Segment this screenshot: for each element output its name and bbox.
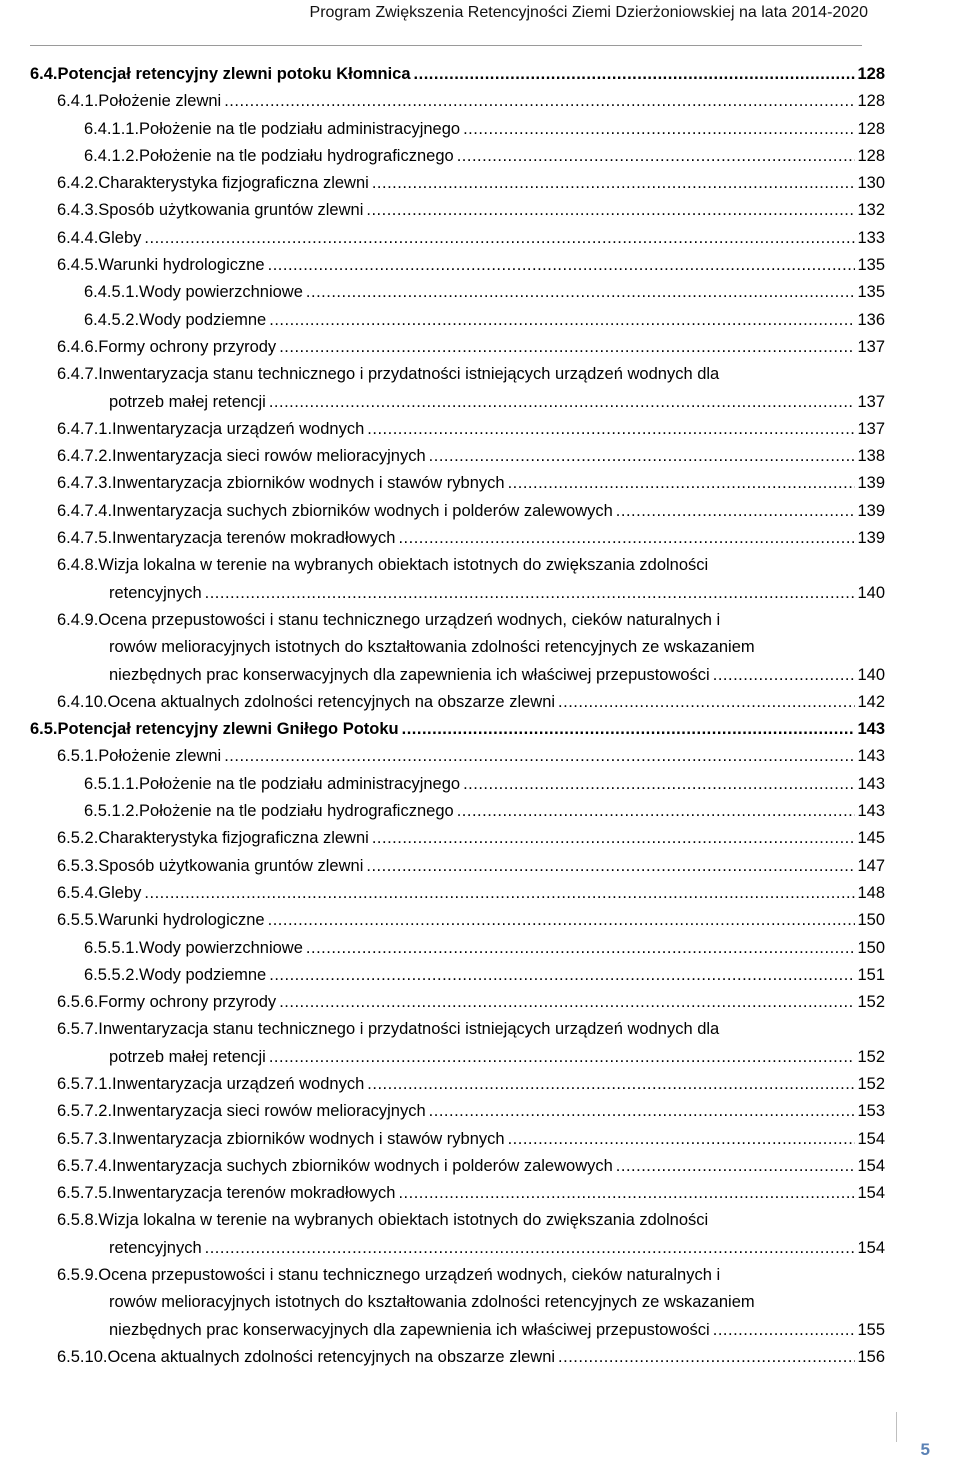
toc-entry-line-content xyxy=(84,147,885,171)
toc-entry[interactable] xyxy=(0,800,960,827)
toc-entry-number: 6.4.1. xyxy=(57,92,99,111)
toc-leader-dots xyxy=(276,338,855,357)
toc-entry-page: 153 xyxy=(857,1102,885,1121)
toc-entry-line-content xyxy=(57,1184,885,1208)
toc-entry-line-content xyxy=(57,1211,708,1235)
toc-entry-line-content xyxy=(57,1157,885,1181)
toc-entry[interactable] xyxy=(0,199,960,226)
toc-entry-page: 145 xyxy=(857,829,885,848)
toc-entry-line-content xyxy=(84,120,885,144)
toc-entry-line-content xyxy=(57,229,885,253)
toc-entry-line-content xyxy=(57,1075,885,1099)
toc-entry[interactable] xyxy=(0,909,960,936)
toc-entry-line-content xyxy=(57,529,885,553)
toc-entry-number: 6.4.7.4. xyxy=(57,501,113,520)
toc-entry-line-content xyxy=(57,447,885,471)
toc-entry-number: 6.5.7.4. xyxy=(57,1156,113,1175)
toc-entry-page: 152 xyxy=(857,1074,885,1093)
toc-entry-line-content xyxy=(57,556,708,580)
toc-entry[interactable] xyxy=(0,664,960,691)
toc-entry-title: Charakterystyka fizjograficzna zlewni xyxy=(98,829,369,848)
toc-entry-page: 133 xyxy=(857,228,885,247)
toc-entry-number: 6.5.9. xyxy=(57,1266,99,1285)
toc-entry[interactable] xyxy=(0,145,960,172)
toc-entry[interactable] xyxy=(0,445,960,472)
toc-entry[interactable] xyxy=(0,227,960,254)
toc-entry-title: Sposób użytkowania gruntów zlewni xyxy=(98,201,364,220)
toc-entry-title: Położenie na tle podziału administracyjnego xyxy=(139,119,461,138)
toc-entry-number: 6.5.4. xyxy=(57,883,99,902)
toc-entry-title: niezbędnych prac konserwacyjnych dla zapewnienia ich właściwej przepustowości xyxy=(109,1320,710,1339)
toc-entry-line[interactable] xyxy=(0,636,960,663)
toc-leader-dots xyxy=(221,92,855,111)
toc-leader-dots xyxy=(460,120,855,139)
toc-entry-line-content xyxy=(84,802,885,826)
toc-entry-title: Inwentaryzacja zbiorników wodnych i stawów rybnych xyxy=(112,1129,505,1148)
toc-entry-title: Inwentaryzacja stanu technicznego i przydatności istniejących urządzeń wodnych dla xyxy=(98,365,720,384)
toc-entry[interactable] xyxy=(0,718,960,745)
toc-entry-number: 6.5.7.1. xyxy=(57,1074,113,1093)
toc-entry-title: Sposób użytkowania gruntów zlewni xyxy=(98,856,364,875)
toc-entry-title: Ocena przepustowości i stanu technicznego urządzeń wodnych, cieków naturalnych i xyxy=(98,1266,721,1285)
toc-entry-line-content xyxy=(57,92,885,116)
toc-entry-number: 6.4.4. xyxy=(57,228,99,247)
toc-entry-number: 6.4.5.1. xyxy=(84,283,140,302)
toc-entry[interactable] xyxy=(0,500,960,527)
toc-entry-line[interactable] xyxy=(0,1264,960,1291)
toc-entry-title: Położenie zlewni xyxy=(98,92,222,111)
toc-entry-number: 6.5.8. xyxy=(57,1211,99,1230)
toc-entry-page: 147 xyxy=(857,856,885,875)
toc-entry-page: 150 xyxy=(857,938,885,957)
toc-entry[interactable] xyxy=(0,964,960,991)
toc-entry-number: 6.5.1. xyxy=(57,747,99,766)
toc-entry-title: Inwentaryzacja terenów mokradłowych xyxy=(112,1184,396,1203)
toc-leader-dots xyxy=(454,147,856,166)
toc-entry-page: 151 xyxy=(857,965,885,984)
toc-entry-page: 143 xyxy=(857,802,885,821)
toc-entry-number: 6.4.1.1. xyxy=(84,119,140,138)
toc-entry-title: rowów melioracyjnych istotnych do kształtowania zdolności retencyjnych ze wskazaniem xyxy=(109,1293,755,1312)
toc-entry-page: 152 xyxy=(857,993,885,1012)
toc-entry[interactable] xyxy=(0,1155,960,1182)
toc-entry-page: 128 xyxy=(857,65,885,83)
toc-entry-number: 6.5.2. xyxy=(57,829,99,848)
toc-entry[interactable] xyxy=(0,418,960,445)
toc-entry-line-content xyxy=(57,857,885,881)
toc-entry-page: 143 xyxy=(857,747,885,766)
toc-entry[interactable] xyxy=(0,281,960,308)
toc-leader-dots xyxy=(364,420,855,439)
toc-entry-number: 6.4.3. xyxy=(57,201,99,220)
toc-leader-dots xyxy=(364,1075,855,1094)
toc-entry[interactable] xyxy=(0,1319,960,1346)
toc-entry-line-content xyxy=(109,638,755,662)
toc-entry-page: 152 xyxy=(857,1047,885,1066)
toc-entry-number: 6.4.2. xyxy=(57,174,99,193)
toc-entry-line-content xyxy=(57,474,885,498)
toc-entry-line-content xyxy=(57,911,885,935)
toc-entry-line-content xyxy=(109,1239,885,1263)
toc-leader-dots xyxy=(265,911,856,930)
toc-leader-dots xyxy=(266,393,856,412)
toc-leader-dots xyxy=(202,1239,856,1258)
toc-entry-page: 140 xyxy=(857,583,885,602)
toc-leader-dots xyxy=(395,1184,855,1203)
toc-entry-number: 6.4.6. xyxy=(57,337,99,356)
toc-leader-dots xyxy=(555,1348,855,1367)
toc-entry-page: 156 xyxy=(857,1347,885,1366)
toc-entry-page: 137 xyxy=(857,419,885,438)
toc-entry-page: 128 xyxy=(857,119,885,138)
toc-entry-number: 6.4.7.5. xyxy=(57,529,113,548)
toc-entry-page: 139 xyxy=(857,529,885,548)
toc-entry-line-content xyxy=(84,775,885,799)
toc-entry[interactable] xyxy=(0,991,960,1018)
toc-entry[interactable] xyxy=(0,309,960,336)
toc-entry-line-content xyxy=(57,174,885,198)
toc-entry-page: 135 xyxy=(857,283,885,302)
toc-entry-number: 6.5.1.1. xyxy=(84,774,140,793)
toc-entry-page: 150 xyxy=(857,911,885,930)
toc-entry-number: 6.4.7.2. xyxy=(57,447,113,466)
toc-entry[interactable] xyxy=(0,254,960,281)
toc-entry-line[interactable] xyxy=(0,609,960,636)
page-header xyxy=(0,0,960,46)
toc-entry-line-content xyxy=(57,420,885,444)
toc-entry[interactable] xyxy=(0,118,960,145)
toc-entry-line-content xyxy=(57,338,885,362)
toc-entry-title: Inwentaryzacja sieci rowów melioracyjnych xyxy=(112,1102,426,1121)
toc-entry-line-content xyxy=(57,1348,885,1372)
toc-entry[interactable] xyxy=(0,937,960,964)
toc-leader-dots xyxy=(276,993,855,1012)
toc-entry-line-content xyxy=(109,1293,755,1317)
toc-entry-title: Ocena przepustowości i stanu technicznego urządzeń wodnych, cieków naturalnych i xyxy=(98,610,721,629)
toc-entry[interactable] xyxy=(0,472,960,499)
toc-entry-line-content xyxy=(57,201,885,225)
toc-entry-number: 6.5.5. xyxy=(57,911,99,930)
toc-entry-title: Inwentaryzacja stanu technicznego i przydatności istniejących urządzeń wodnych dla xyxy=(98,1020,720,1039)
toc-entry[interactable] xyxy=(0,90,960,117)
toc-entry-number: 6.5.1.2. xyxy=(84,802,140,821)
toc-entry-page: 139 xyxy=(857,501,885,520)
toc-entry-page: 128 xyxy=(857,146,885,165)
toc-entry-line-content xyxy=(57,884,885,908)
toc-entry-title: Inwentaryzacja suchych zbiorników wodnych i polderów zalewowych xyxy=(112,1156,613,1175)
toc-entry-line-content xyxy=(57,611,720,635)
toc-entry-page: 143 xyxy=(857,720,885,739)
toc-entry-title: Położenie zlewni xyxy=(98,747,222,766)
toc-leader-dots xyxy=(411,65,856,84)
toc-leader-dots xyxy=(555,693,855,712)
toc-entry-title: Ocena aktualnych zdolności retencyjnych na obszarze zlewni xyxy=(107,692,556,711)
toc-entry-page: 136 xyxy=(857,310,885,329)
toc-entry-number: 6.5.7.5. xyxy=(57,1184,113,1203)
toc-leader-dots xyxy=(303,939,856,958)
toc-entry-line-content xyxy=(57,365,719,389)
toc-leader-dots xyxy=(202,584,856,603)
toc-entry-page: 154 xyxy=(857,1156,885,1175)
toc-entry-number: 6.5.5.2. xyxy=(84,965,140,984)
toc-entry-title: Inwentaryzacja sieci rowów melioracyjnych xyxy=(112,447,426,466)
toc-entry[interactable] xyxy=(0,1346,960,1373)
toc-entry-title: Ocena aktualnych zdolności retencyjnych na obszarze zlewni xyxy=(107,1347,556,1366)
toc-entry-title: Położenie na tle podziału hydrograficznego xyxy=(139,802,454,821)
toc-entry-line-content xyxy=(109,584,885,608)
toc-entry-page: 135 xyxy=(857,256,885,275)
toc-entry[interactable] xyxy=(0,1237,960,1264)
toc-entry-line-content xyxy=(57,1020,719,1044)
toc-leader-dots xyxy=(710,1321,856,1340)
toc-entry-number: 6.5. xyxy=(30,720,58,739)
toc-entry-line-content xyxy=(84,311,885,335)
toc-leader-dots xyxy=(460,775,855,794)
toc-entry-number: 6.5.7.2. xyxy=(57,1102,113,1121)
toc-entry-title: retencyjnych xyxy=(109,583,202,602)
toc-entry[interactable] xyxy=(0,172,960,199)
toc-entry-number: 6.4. xyxy=(30,65,58,83)
toc-entry-line-content xyxy=(30,720,885,744)
toc-entry-title: Położenie na tle podziału administracyjnego xyxy=(139,774,461,793)
toc-entry-title: Inwentaryzacja urządzeń wodnych xyxy=(112,419,365,438)
toc-entry-page: 148 xyxy=(857,883,885,902)
toc-entry-number: 6.4.7. xyxy=(57,365,99,384)
toc-entry-number: 6.4.7.3. xyxy=(57,474,113,493)
toc-leader-dots xyxy=(266,1048,856,1067)
toc-leader-dots xyxy=(505,474,856,493)
toc-entry-title: Inwentaryzacja urządzeń wodnych xyxy=(112,1074,365,1093)
toc-entry[interactable] xyxy=(0,882,960,909)
toc-entry-line-content xyxy=(57,993,885,1017)
toc-entry[interactable] xyxy=(0,391,960,418)
toc-entry-number: 6.5.7. xyxy=(57,1020,99,1039)
header-divider xyxy=(30,45,862,46)
toc-entry[interactable] xyxy=(0,63,960,90)
toc-entry-title: Charakterystyka fizjograficzna zlewni xyxy=(98,174,369,193)
toc-leader-dots xyxy=(363,201,855,220)
toc-leader-dots xyxy=(399,720,856,739)
toc-leader-dots xyxy=(369,174,856,193)
toc-entry-number: 6.4.10. xyxy=(57,692,108,711)
toc-entry-line-content xyxy=(57,256,885,280)
toc-entry[interactable] xyxy=(0,582,960,609)
toc-entry-title: potrzeb małej retencji xyxy=(109,1047,266,1066)
toc-entry-title: Formy ochrony przyrody xyxy=(98,337,277,356)
toc-entry-title: Warunki hydrologiczne xyxy=(98,256,265,275)
toc-entry-title: retencyjnych xyxy=(109,1238,202,1257)
toc-entry-line-content xyxy=(57,829,885,853)
toc-entry-line[interactable] xyxy=(0,363,960,390)
toc-entry-title: Wody powierzchniowe xyxy=(139,938,303,957)
toc-entry-title: Warunki hydrologiczne xyxy=(98,911,265,930)
toc-entry[interactable] xyxy=(0,691,960,718)
toc-entry-line-content xyxy=(84,283,885,307)
toc-entry-title: niezbędnych prac konserwacyjnych dla zapewnienia ich właściwej przepustowości xyxy=(109,665,710,684)
toc-entry-page: 142 xyxy=(857,692,885,711)
toc-entry-line[interactable] xyxy=(0,1018,960,1045)
toc-entry[interactable] xyxy=(0,1128,960,1155)
toc-entry-title: Wizja lokalna w terenie na wybranych obiektach istotnych do zwiększania zdolności xyxy=(98,556,709,575)
toc-entry-line-content xyxy=(57,693,885,717)
toc-entry-number: 6.5.5.1. xyxy=(84,938,140,957)
toc-entry-line-content xyxy=(109,666,885,690)
toc-entry[interactable] xyxy=(0,827,960,854)
toc-entry-title: Gleby xyxy=(98,883,142,902)
toc-entry-page: 132 xyxy=(857,201,885,220)
toc-leader-dots xyxy=(505,1130,856,1149)
toc-leader-dots xyxy=(265,256,856,275)
toc-entry-number: 6.4.8. xyxy=(57,556,99,575)
header-title: Program Zwiększenia Retencyjności Ziemi Dzierżoniowskiej na lata 2014-2020 xyxy=(309,4,868,21)
toc-leader-dots xyxy=(454,802,856,821)
toc-entry[interactable] xyxy=(0,773,960,800)
page-number: 5 xyxy=(920,1440,930,1459)
toc-entry-title: Inwentaryzacja zbiorników wodnych i stawów rybnych xyxy=(112,474,505,493)
toc-leader-dots xyxy=(613,1157,856,1176)
toc-entry-page: 154 xyxy=(857,1129,885,1148)
toc-entry[interactable] xyxy=(0,1100,960,1127)
toc-entry-page: 155 xyxy=(857,1320,885,1339)
toc-entry-title: Gleby xyxy=(98,228,142,247)
toc-entry-page: 143 xyxy=(857,774,885,793)
toc-leader-dots xyxy=(141,884,855,903)
toc-entry-line-content xyxy=(30,65,885,89)
toc-entry-number: 6.5.10. xyxy=(57,1347,108,1366)
toc-entry-line-content xyxy=(109,1321,885,1345)
toc-leader-dots xyxy=(141,229,855,248)
toc-entry[interactable] xyxy=(0,1073,960,1100)
toc-leader-dots xyxy=(221,747,855,766)
toc-leader-dots xyxy=(395,529,855,548)
toc-entry-title: Inwentaryzacja suchych zbiorników wodnych i polderów zalewowych xyxy=(112,501,613,520)
toc-leader-dots xyxy=(266,311,855,330)
toc-entry-title: rowów melioracyjnych istotnych do kształtowania zdolności retencyjnych ze wskazaniem xyxy=(109,638,755,657)
toc-entry-line-content xyxy=(84,939,885,963)
toc-entry-number: 6.5.7.3. xyxy=(57,1129,113,1148)
table-of-contents xyxy=(0,63,960,1373)
toc-entry-page: 154 xyxy=(857,1238,885,1257)
toc-entry-page: 138 xyxy=(857,447,885,466)
toc-entry-line-content xyxy=(84,966,885,990)
toc-entry-number: 6.4.9. xyxy=(57,610,99,629)
toc-entry-line[interactable] xyxy=(0,1209,960,1236)
toc-entry-title: Formy ochrony przyrody xyxy=(98,993,277,1012)
page-number-divider xyxy=(896,1412,897,1442)
toc-entry[interactable] xyxy=(0,1182,960,1209)
toc-leader-dots xyxy=(426,447,856,466)
toc-entry-line-content xyxy=(109,1048,885,1072)
toc-entry-title: Potencjał retencyjny zlewni Gniłego Potoku xyxy=(57,720,399,739)
toc-entry-page: 139 xyxy=(857,474,885,493)
toc-entry[interactable] xyxy=(0,527,960,554)
toc-entry-number: 6.5.6. xyxy=(57,993,99,1012)
toc-entry-title: potrzeb małej retencji xyxy=(109,392,266,411)
toc-leader-dots xyxy=(710,666,856,685)
toc-leader-dots xyxy=(303,283,856,302)
toc-entry[interactable] xyxy=(0,336,960,363)
toc-entry-number: 6.4.1.2. xyxy=(84,146,140,165)
toc-entry[interactable] xyxy=(0,1046,960,1073)
toc-entry[interactable] xyxy=(0,745,960,772)
toc-entry-number: 6.4.5. xyxy=(57,256,99,275)
toc-entry-page: 140 xyxy=(857,665,885,684)
toc-entry-title: Wizja lokalna w terenie na wybranych obiektach istotnych do zwiększania zdolności xyxy=(98,1211,709,1230)
toc-entry-title: Wody powierzchniowe xyxy=(139,283,303,302)
toc-leader-dots xyxy=(266,966,855,985)
toc-entry-line-content xyxy=(57,1266,720,1290)
toc-entry-line-content xyxy=(57,1130,885,1154)
toc-entry-number: 6.4.7.1. xyxy=(57,419,113,438)
toc-entry-page: 137 xyxy=(857,392,885,411)
toc-entry-number: 6.5.3. xyxy=(57,856,99,875)
toc-entry-number: 6.4.5.2. xyxy=(84,310,140,329)
toc-entry-line-content xyxy=(57,1102,885,1126)
toc-entry-line[interactable] xyxy=(0,554,960,581)
toc-entry-line-content xyxy=(57,502,885,526)
toc-leader-dots xyxy=(369,829,856,848)
toc-entry-page: 154 xyxy=(857,1184,885,1203)
toc-entry-page: 137 xyxy=(857,337,885,356)
toc-entry-line-content xyxy=(109,393,885,417)
toc-leader-dots xyxy=(613,502,856,521)
toc-entry-page: 128 xyxy=(857,92,885,111)
toc-entry-title: Potencjał retencyjny zlewni potoku Kłomnica xyxy=(57,65,411,83)
toc-leader-dots xyxy=(426,1102,856,1121)
toc-leader-dots xyxy=(363,857,855,876)
toc-entry[interactable] xyxy=(0,855,960,882)
toc-entry-line[interactable] xyxy=(0,1291,960,1318)
toc-entry-title: Położenie na tle podziału hydrograficznego xyxy=(139,146,454,165)
toc-entry-title: Wody podziemne xyxy=(139,965,267,984)
toc-entry-title: Inwentaryzacja terenów mokradłowych xyxy=(112,529,396,548)
toc-entry-page: 130 xyxy=(857,174,885,193)
toc-entry-title: Wody podziemne xyxy=(139,310,267,329)
toc-entry-line-content xyxy=(57,747,885,771)
